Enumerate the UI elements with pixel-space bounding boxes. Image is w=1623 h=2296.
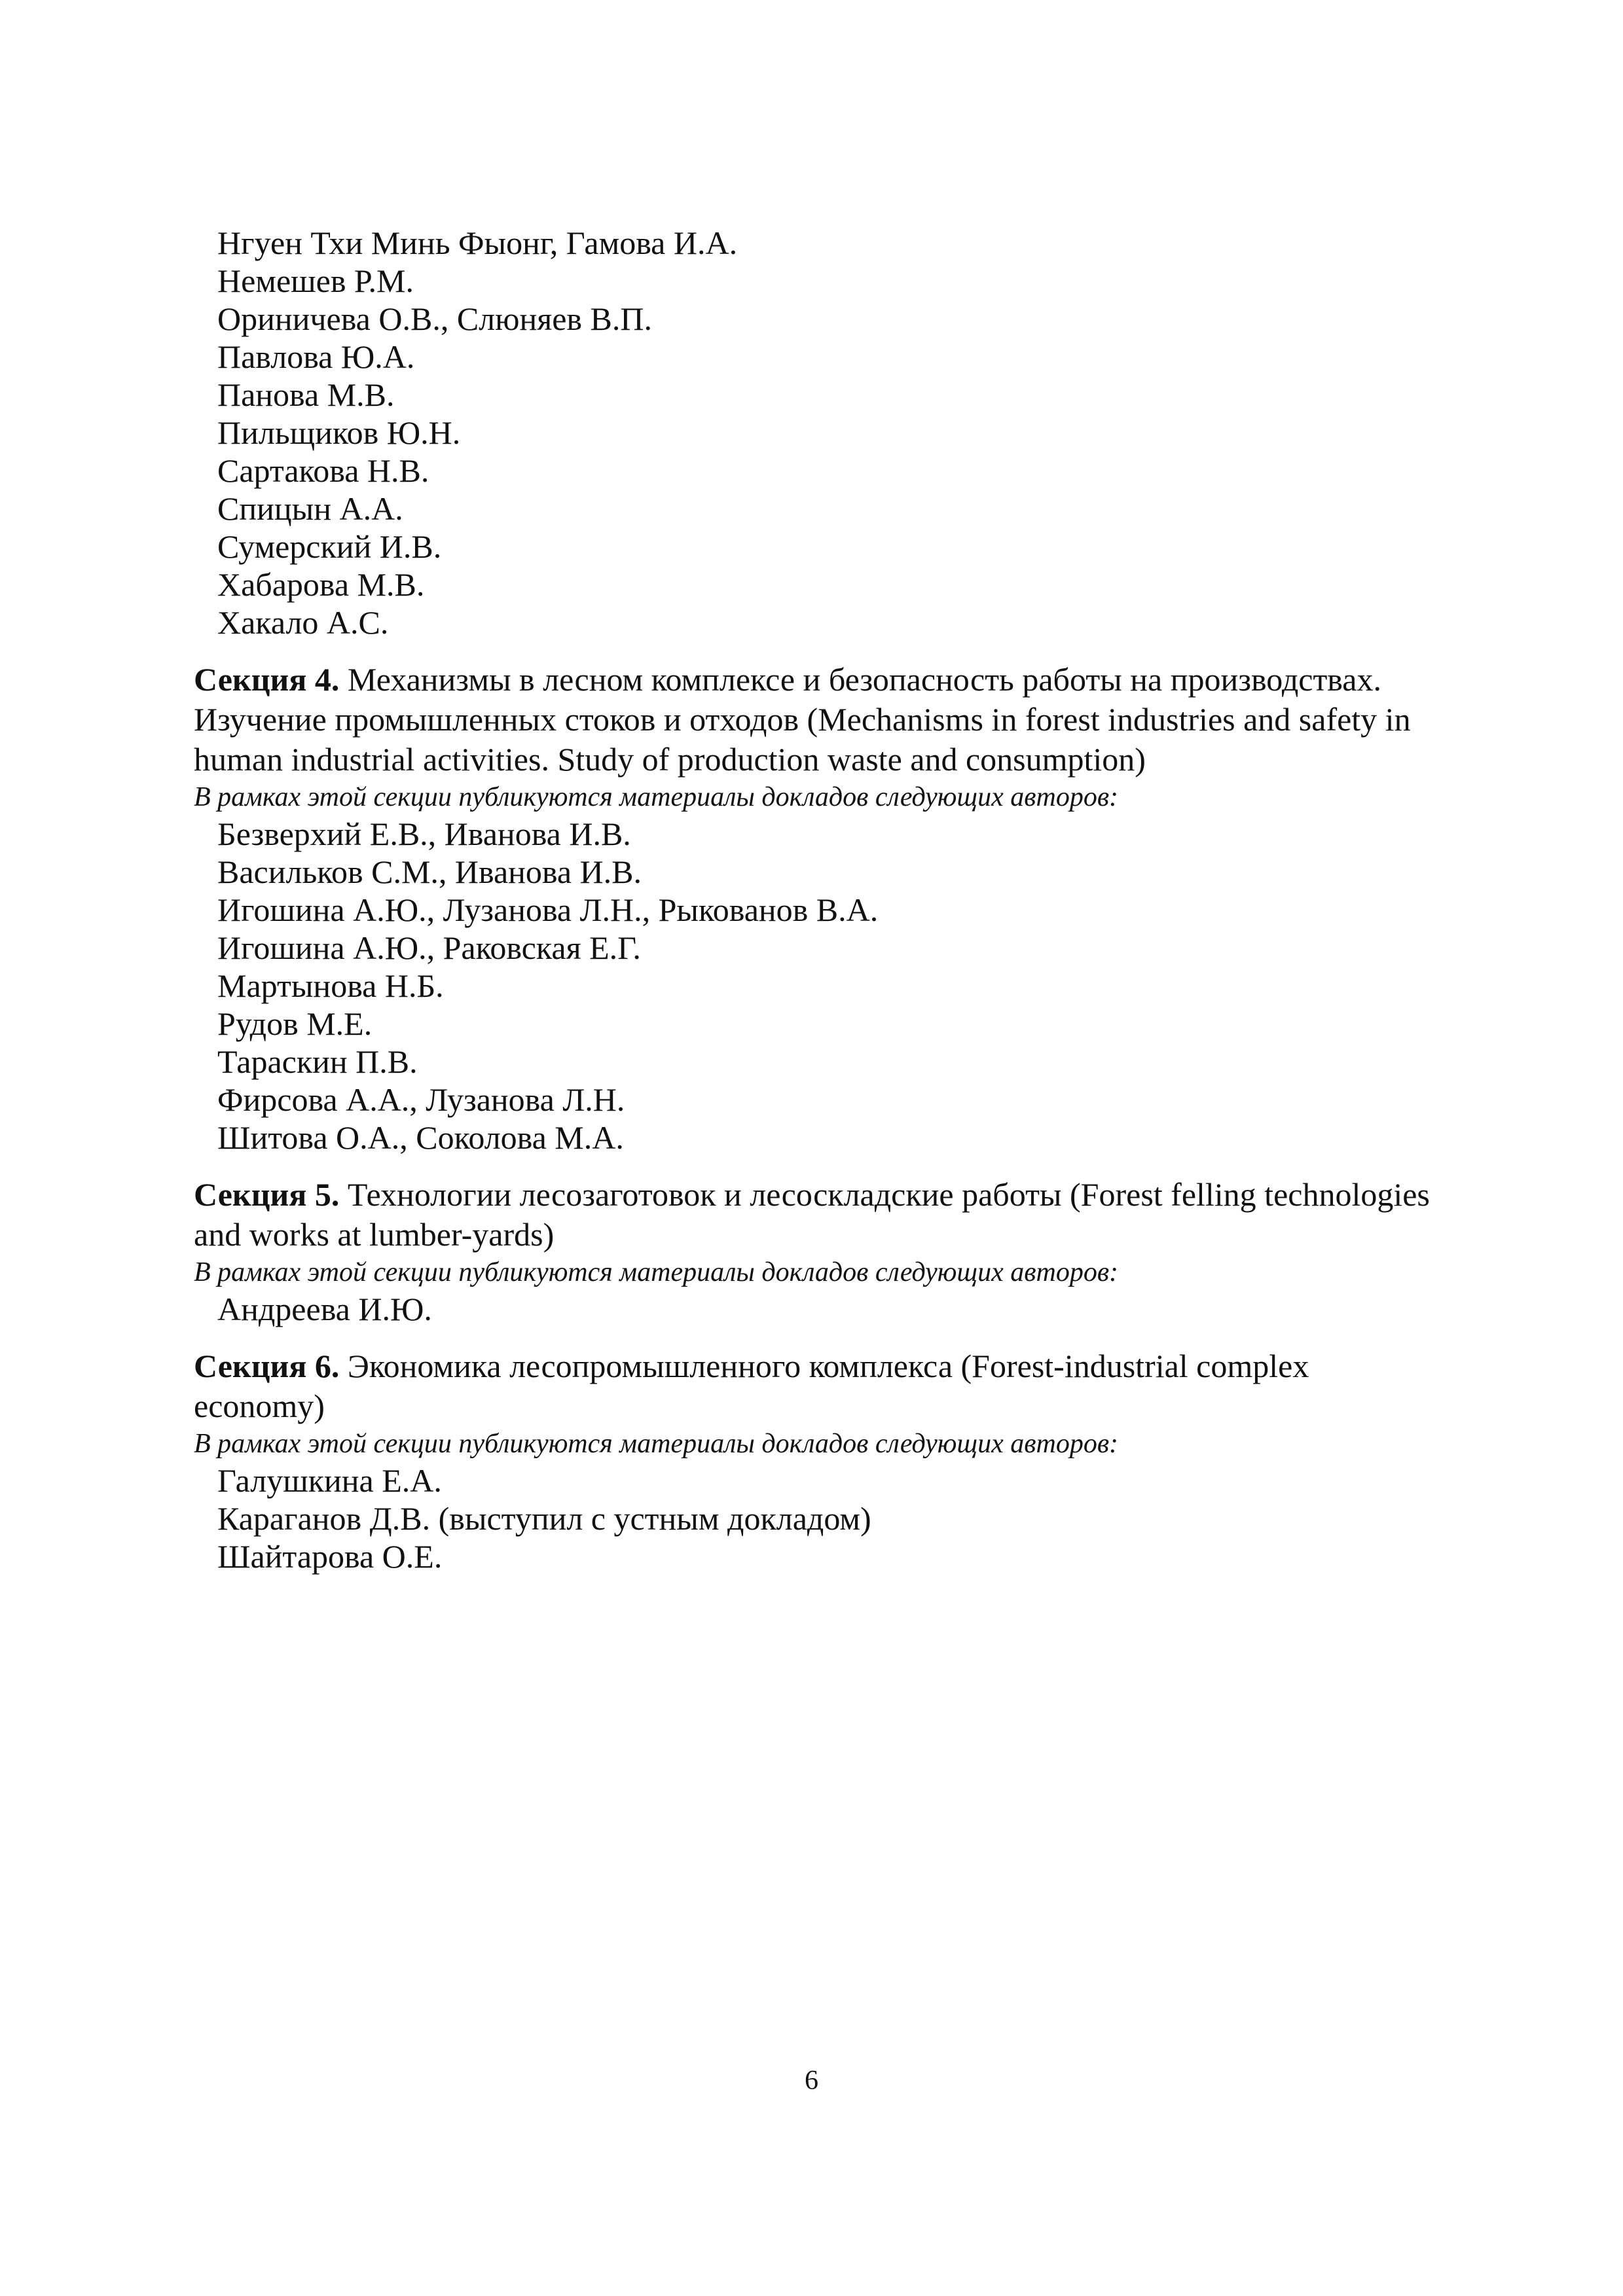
author-entry: Караганов Д.В. (выступил с устным докладом) [217,1500,871,1537]
author-entry: Рудов М.Е. [217,1005,373,1042]
author-entry: Нгуен Тхи Минь Фыонг, Гамова И.А. [217,224,738,261]
section-heading [194,1346,1438,1426]
section-note: В рамках этой секции публикуются материалы докладов следующих авторов: [194,1429,1119,1459]
section-label: Секция 5. [194,1176,340,1213]
author-entry: Игошина А.Ю., Лузанова Л.Н., Рыкованов В.А. [217,891,879,928]
section-title: Технологии лесозаготовок и лесоскладские работы (Forest felling technologies and works at lumber-yards) [194,1176,1430,1253]
author-entry: Тараскин П.В. [217,1043,418,1080]
author-entry: Немешев Р.М. [217,262,414,299]
author-entry: Галушкина Е.А. [217,1462,442,1499]
section-heading [194,1175,1438,1255]
author-entry: Мартынова Н.Б. [217,967,444,1004]
section-author-list [194,1290,1438,1328]
author-entry: Васильков С.М., Иванова И.В. [217,853,642,890]
section-4 [194,660,1438,1157]
author-entry: Спицын А.А. [217,490,403,527]
author-entry: Фирсова А.А., Лузанова Л.Н. [217,1081,625,1118]
author-entry: Андреева И.Ю. [217,1291,432,1327]
section-label: Секция 6. [194,1348,340,1384]
continued-author-list [194,224,1438,641]
section-author-list [194,1462,1438,1575]
author-entry: Пильщиков Ю.Н. [217,414,461,451]
section-author-list [194,815,1438,1157]
page-content [194,224,1438,1575]
section-note: В рамках этой секции публикуются материалы докладов следующих авторов: [194,782,1119,812]
section-title: Механизмы в лесном комплексе и безопасность работы на производствах. Изучение промышленных стоков и отходов (Mechanisms in forest industries and safety in human industrial activities. Study of production waste and consumption) [194,661,1411,778]
section-5 [194,1175,1438,1328]
author-entry: Панова М.В. [217,376,395,413]
section-label: Секция 4. [194,661,340,698]
author-entry: Павлова Ю.А. [217,338,415,375]
author-entry: Шайтарова О.Е. [217,1538,443,1575]
section-6 [194,1346,1438,1575]
author-entry: Сартакова Н.В. [217,452,429,489]
author-entry: Безверхий Е.В., Иванова И.В. [217,816,631,852]
author-entry: Хакало А.С. [217,604,389,641]
author-entry: Шитова О.А., Соколова М.А. [217,1119,624,1156]
author-entry: Ориничева О.В., Слюняев В.П. [217,300,652,337]
section-heading [194,660,1438,780]
author-entry: Сумерский И.В. [217,528,442,565]
section-note: В рамках этой секции публикуются материалы докладов следующих авторов: [194,1257,1119,1287]
author-entry: Игошина А.Ю., Раковская Е.Г. [217,929,641,966]
section-title: Экономика лесопромышленного комплекса (Forest-industrial complex economy) [194,1348,1309,1424]
page-number: 6 [805,2066,818,2096]
author-entry: Хабарова М.В. [217,566,425,603]
